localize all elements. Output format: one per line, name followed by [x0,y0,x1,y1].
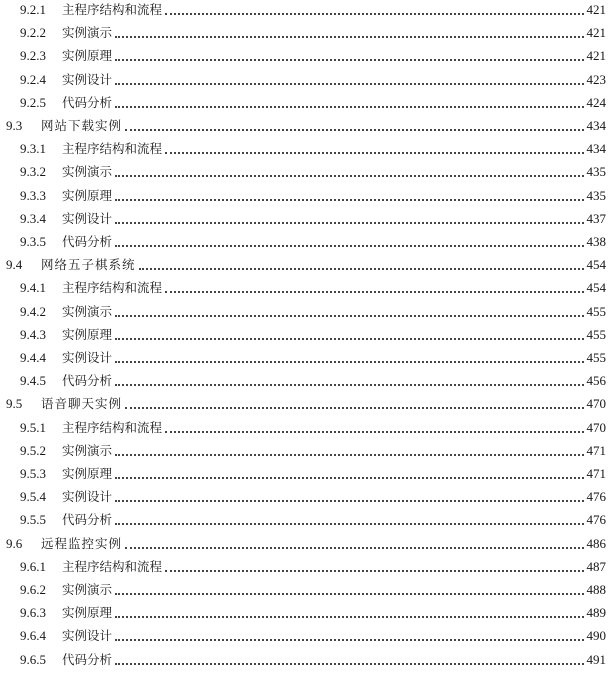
toc-entry-title: 实例设计 [62,489,113,505]
toc-dot-leader [115,639,584,641]
toc-page-number: 455 [586,326,606,342]
toc-entry-number: 9.6.4 [20,628,46,644]
toc-entry-title: 代码分析 [62,94,113,110]
toc-entry-number: 9.6.3 [20,605,46,621]
toc-section-row[interactable] [0,255,613,278]
toc-subsection-row[interactable] [0,278,613,301]
toc-subsection-row[interactable] [0,626,613,649]
toc-entry-number: 9.4.1 [20,280,46,296]
toc-page-number: 437 [586,210,606,226]
toc-page-number: 470 [586,419,606,435]
toc-section-row[interactable] [0,534,613,557]
toc-entry-title: 实例设计 [62,628,113,644]
toc-entry-number: 9.4.5 [20,373,46,389]
toc-page-number: 434 [586,141,606,157]
toc-entry-title: 实例演示 [62,582,113,597]
toc-dot-leader [115,315,584,317]
toc-dot-leader [115,222,584,224]
toc-dot-leader [165,431,584,433]
toc-entry-title: 网络五子棋系统 [41,257,136,273]
toc-subsection-row[interactable] [0,139,613,162]
toc-section-row[interactable] [0,394,613,417]
toc-page-number: 434 [586,118,606,133]
toc-page-number: 471 [586,466,606,481]
toc-dot-leader [165,13,584,15]
toc-dot-leader [125,407,584,409]
toc-page-number: 486 [586,535,606,551]
toc-entry-number: 9.2.1 [20,2,46,17]
toc-subsection-row[interactable] [0,23,613,46]
toc-dot-leader [139,268,584,270]
toc-page-number: 435 [586,164,606,180]
toc-page-number: 476 [586,512,606,528]
toc-entry-number: 9.4.4 [20,350,46,365]
toc-dot-leader [125,129,584,131]
toc-dot-leader [125,547,584,549]
toc-page-number: 454 [586,280,606,296]
toc-page-number: 438 [586,234,606,249]
toc-dot-leader [115,500,584,502]
toc-entry-title: 实例演示 [62,25,113,41]
toc-subsection-row[interactable] [0,348,613,371]
toc-subsection-row[interactable] [0,464,613,487]
toc-page-number: 421 [586,48,606,64]
toc-entry-title: 实例设计 [62,350,113,365]
toc-entry-title: 主程序结构和流程 [62,419,163,435]
toc-subsection-row[interactable] [0,371,613,394]
toc-entry-title: 实例演示 [62,442,113,458]
toc-dot-leader [165,291,584,293]
toc-entry-number: 9.3.4 [20,210,46,226]
toc-entry-title: 实例原理 [62,326,113,342]
toc-page-number: 487 [586,558,606,574]
toc-dot-leader [165,570,584,572]
toc-entry-title: 主程序结构和流程 [62,2,163,17]
toc-page-number: 435 [586,187,606,203]
toc-subsection-row[interactable] [0,302,613,325]
toc-subsection-row[interactable] [0,603,613,626]
toc-entry-title: 实例原理 [62,605,113,621]
toc-subsection-row[interactable] [0,209,613,232]
toc-dot-leader [115,361,584,363]
toc-entry-title: 实例设计 [62,71,113,87]
toc-dot-leader [115,59,584,61]
toc-entry-number: 9.3.1 [20,141,46,157]
toc-entry-number: 9.3.2 [20,164,46,180]
toc-page-number: 491 [586,651,606,667]
toc-dot-leader [115,175,584,177]
toc-subsection-row[interactable] [0,186,613,209]
toc-page-number: 421 [586,25,606,41]
toc-dot-leader [115,199,584,201]
toc-page-number: 423 [586,71,606,87]
toc-dot-leader [115,523,584,525]
toc-dot-leader [115,338,584,340]
toc-entry-number: 9.5.1 [20,419,46,435]
toc-entry-number: 9.5.4 [20,489,46,505]
toc-page-number: 471 [586,442,606,458]
toc-entry-number: 9.2.5 [20,94,46,110]
toc-page-number: 476 [586,489,606,505]
toc-subsection-row[interactable] [0,162,613,185]
toc-entry-title: 主程序结构和流程 [62,558,163,574]
toc-entry-title: 网站下载实例 [41,118,123,133]
toc-entry-number: 9.4 [6,257,23,273]
toc-entry-title: 代码分析 [62,651,113,667]
toc-entry-title: 代码分析 [62,234,113,249]
toc-page-number: 488 [586,582,606,597]
toc-entry-number: 9.5 [6,396,23,412]
toc-entry-number: 9.6.1 [20,558,46,574]
toc-subsection-row[interactable] [0,46,613,69]
toc-dot-leader [115,36,584,38]
toc-entry-title: 实例设计 [62,210,113,226]
toc-entry-title: 实例原理 [62,187,113,203]
toc-entry-title: 实例演示 [62,303,113,319]
toc-dot-leader [115,454,584,456]
toc-entry-title: 代码分析 [62,373,113,389]
toc-section-row[interactable] [0,116,613,139]
toc-page-number: 470 [586,396,606,412]
toc-subsection-row[interactable] [0,557,613,580]
toc-entry-title: 远程监控实例 [41,535,123,551]
toc-page-number: 424 [586,94,606,110]
toc-dot-leader [115,616,584,618]
toc-page-number: 456 [586,373,606,389]
toc-entry-number: 9.3.5 [20,234,46,249]
toc-entry-title: 代码分析 [62,512,113,528]
toc-dot-leader [115,83,584,85]
toc-entry-title: 语音聊天实例 [41,396,123,412]
toc-subsection-row[interactable] [0,93,613,116]
toc-entry-title: 实例原理 [62,48,113,64]
toc-entry-number: 9.5.5 [20,512,46,528]
toc-entry-number: 9.6.5 [20,651,46,667]
toc-page-number: 455 [586,350,606,365]
toc-dot-leader [115,663,584,665]
toc-entry-number: 9.5.2 [20,442,46,458]
toc-entry-number: 9.2.4 [20,71,46,87]
toc-subsection-row[interactable] [0,232,613,255]
toc-subsection-row[interactable] [0,0,613,23]
toc-subsection-row[interactable] [0,510,613,533]
toc-entry-number: 9.4.3 [20,326,46,342]
toc-subsection-row[interactable] [0,418,613,441]
toc-dot-leader [115,477,584,479]
toc-entry-number: 9.2.2 [20,25,46,41]
toc-page-number: 454 [586,257,606,273]
toc-entry-number: 9.6 [6,535,23,551]
toc-page-number: 421 [586,2,606,17]
toc-subsection-row[interactable] [0,487,613,510]
toc-entry-number: 9.3 [6,118,23,133]
toc-subsection-row[interactable] [0,70,613,93]
toc-subsection-row[interactable] [0,580,613,603]
toc-page-number: 455 [586,303,606,319]
toc-page-number: 490 [586,628,606,644]
toc-entry-number: 9.4.2 [20,303,46,319]
toc-entry-number: 9.6.2 [20,582,46,597]
toc-dot-leader [115,245,584,247]
toc-dot-leader [115,593,584,595]
toc-dot-leader [115,384,584,386]
toc-entry-title: 主程序结构和流程 [62,280,163,296]
toc-entry-title: 主程序结构和流程 [62,141,163,157]
toc-dot-leader [165,152,584,154]
toc-subsection-row[interactable] [0,650,613,673]
toc-subsection-row[interactable] [0,441,613,464]
toc-entry-number: 9.5.3 [20,466,46,481]
toc-page-number: 489 [586,605,606,621]
toc-entry-title: 实例原理 [62,466,113,481]
toc-entry-number: 9.2.3 [20,48,46,64]
toc-entry-number: 9.3.3 [20,187,46,203]
toc-subsection-row[interactable] [0,325,613,348]
toc-dot-leader [115,106,584,108]
toc-entry-title: 实例演示 [62,164,113,180]
